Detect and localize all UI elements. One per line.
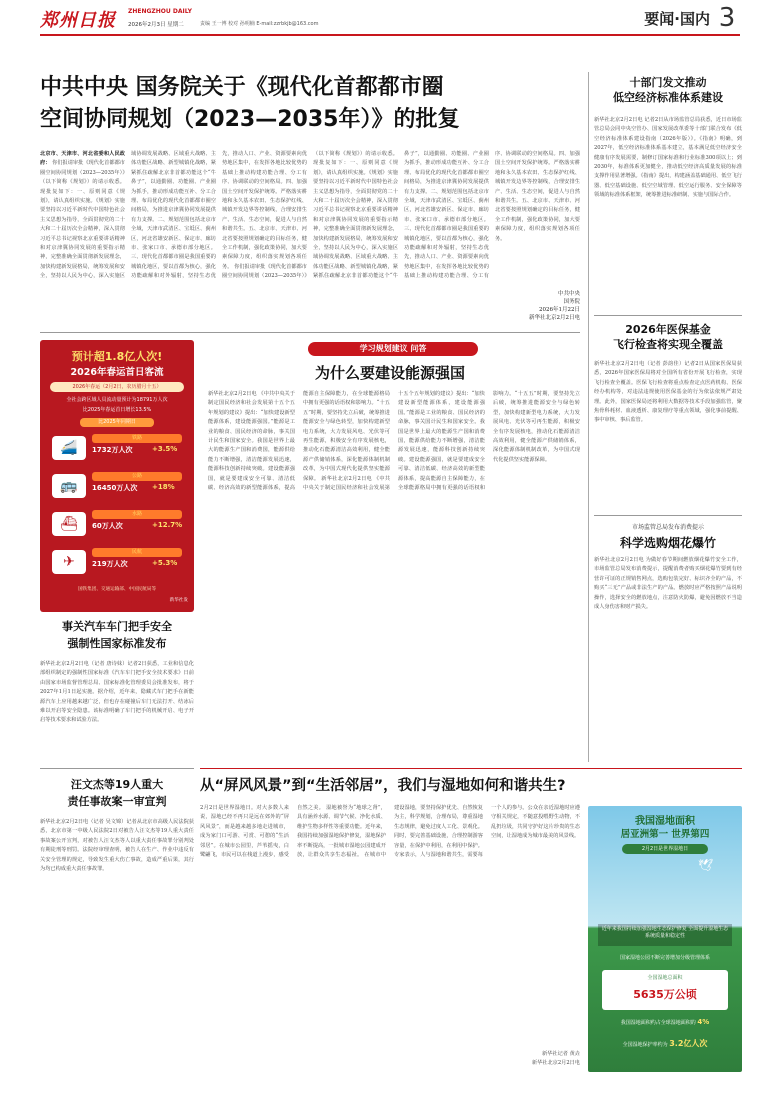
bus-icon: 🚌: [52, 474, 86, 498]
insurance-title: [594, 322, 742, 358]
poster-text2: 国家湿地公园不断完善增加分级管理体系: [619, 955, 710, 961]
poster-title-line2: 居亚洲第一 世界第四: [620, 829, 710, 840]
poster-stat-value: 5635万公顷: [633, 988, 697, 1001]
masthead-page-number: 3: [718, 3, 736, 33]
lead-byline: 北京市、天津市、河北省委和人民政府：: [40, 151, 125, 167]
ad-item-rail-label: 铁路: [92, 434, 182, 443]
right-column-rule: [588, 72, 589, 762]
insurance-body: 新华社北京2月2日电（记者 彭韵佳）记者2日从国家医保局获悉，2026年国家医保局将对全国所有省份开展飞行检查，实现飞行检查全覆盖。医保飞行检查将重点检查定点医药机构、医保经办机构等，对违法违规使用医保基金的行为依法依规严肃处理。此外，国家医保局还将利用大数据等技术手段加强监管，聚焦骨科耗材、血液透析、康复理疗等重点领域，强化事前提醒、事中审核、事后监管。: [594, 361, 742, 424]
qa-body: [208, 390, 580, 755]
masthead-section: 要闻·国内: [644, 10, 710, 28]
ad-item-road-label: 公路: [92, 472, 182, 481]
masthead-logo: 郑州日报: [40, 10, 116, 28]
poster-date-pill: 2月2日是世界湿地日: [622, 844, 708, 854]
poster-footer-text: 我国湿地面积约占全球湿地面积的: [620, 1020, 696, 1026]
wetland-source-1: 新华社记者 黄垚: [542, 1051, 580, 1057]
poster-stat-label: 全国湿地总面积: [647, 975, 683, 981]
car-title: [40, 618, 194, 656]
poster-bottom: [598, 1038, 732, 1056]
standards-title-line2: 低空经济标准体系建设: [613, 91, 723, 104]
wetland-source-2: 新华社北京2月2日电: [531, 1060, 580, 1067]
ad-title-line2: 2026年春运首日客流: [70, 367, 164, 378]
lead-sign-date: 2026年1月22日: [539, 307, 580, 313]
masthead-editor: 责编 王一博 校对 孙明楠 E-mail:zzrbkjb@163.com: [200, 21, 319, 27]
ad-source: 国铁集团、交通运输部、中国民航局等: [77, 587, 157, 592]
ad-lead: 全社会跨区域人员流动量预计为18791万人次: [66, 397, 168, 403]
bird-icon: 🕊: [698, 858, 714, 872]
plane-icon: ✈: [52, 550, 86, 574]
lead-sign-1: 中共中央: [557, 291, 580, 297]
ad-pill-2025: 比2025年同期日: [80, 418, 154, 427]
poster-bottom-text: 全国湿地保护率约为: [622, 1042, 668, 1048]
qa-title: 为什么要建设能源强国: [314, 364, 465, 382]
ad-item-water: [48, 508, 186, 542]
masthead-rule: [40, 34, 740, 36]
standards-title-line1: 十部门发文推动: [629, 76, 707, 89]
lead-signature: [470, 290, 580, 330]
wetland-body-4: 专家表示，人与湿地和谐共生，需要每一个人的参与。公众在亲近湿地时应遵守相关规定，不随意投喂野生动物，不乱扔垃圾，共同守护好这片珍贵的生态空间，让湿地成为城市最美的风景线。: [394, 805, 580, 859]
car-body: 新华社北京2月2日电（记者 唐诗妹）记者2日获悉，工业和信息化部组织制定的强制性国家标准《汽车车门把手安全技术要求》日前由国家市场监督管理总局、国家标准化管理委员会批准发布，将于2027年1月1日起实施。据介绍，近年来，隐藏式车门把手在新能源汽车上应用越来越广泛，但也存在碰撞后车门无法打开、结冰后难以开启等安全隐患。该标准明确了车门把手的机械开启、电子开启等技术要求和试验方法。: [40, 661, 194, 724]
qa-box: [200, 340, 580, 760]
ad-item-road-change: +18%: [152, 483, 175, 491]
ad-growth: 比2025年春运首日增长13.5%: [82, 407, 152, 413]
lead-body-text-cont: 你们报请审批《现代化首都都市圈空间协同规划（2023—2035年）》（以下简称《规划》）的请示收悉。现批复如下：一、原则同意《规划》，请认真组织实施。《规划》实施要坚持以习近平新时代中国特色社会主义思想为指导，全面贯彻党的二十大和二十届历次全会精神，深入贯彻习近平总书记视察北京重要讲话精神和对京津冀协同发展的重要指示精神，完整准确全面贯彻新发展理念，加快构建新发展格局，统筹发展和安全，坚持以人民为中心，深入实施区域协调发展战略、区域重大战略、主体功能区战略、新型城镇化战略，紧紧抓住疏解北京非首都功能这个“牛鼻子”，以通勤圈、功能圈、产业圈为抓手，推动形成功能互补、分工合理、布局优化的现代化首都都市圈空间格局，为推进京津冀协同发展提供有力支撑。二、规划范围包括北京市全域，天津市武清区、宝坻区、蓟州区，河北省雄安新区、保定市、廊坊市、张家口市、承德市部分地区。三、现代化首都都市圈是我国重要的城镇化地区，要以首都为核心，强化功能疏解和对外辐射，坚持生态优先，推动人口、产业、资源要素向优势地区集中，在发挥各地比较优势的基础上推动构建功能合理、分工有序、协调联动的空间格局。四、加强国土空间开发保护统筹。严格落实耕地和永久基本农田、生态保护红线、城镇开发边界等控制线，合理安排生产、生活、生态空间，促进人与自然和谐共生。五、北京市、天津市、河北省要按照规划确定的目标任务，健全工作机制，强化政策协同，加大要素保障力度，组织落实规划各项任务。: [222, 151, 580, 280]
ship-icon: ⛴: [52, 512, 86, 536]
lead-sign-2: 国务院: [563, 299, 580, 305]
ad-item-water-label: 水路: [92, 510, 182, 519]
ad-item-water-change: +12.7%: [152, 521, 183, 529]
wetland-body-1: 2月2日是世界湿地日。对大多数人来说，湿地已经不再只是远在郊外的“屏风风景”，而是越来越多地走进城市，成为家门口可游、可赏、可憩的“生活邻居”。在城市公园里，芦苇摇曳，白鹭翩飞，市民可以在栈道上漫步，感受自然之美。: [200, 805, 325, 859]
poster-bottom-value: 3.2亿人次: [669, 1039, 708, 1048]
ad-item-water-value: 60万人次: [92, 522, 123, 530]
lead-headline-line2: 空间协同规划（2023—2035年）》的批复: [40, 107, 460, 132]
qa-body-text: 新华社北京2月2日电 《中共中央关于制定国民经济和社会发展第十五个五年规划的建议》提出：“加快建设新型能源体系，建设能源强国。”能源是工业的粮食、国民经济的命脉，事关国计民生和国家安全。我国是世界上最大的能源生产国和消费国，能源供给能力不断增强，清洁能源发展迅速，能源科技创新持续突破。建设能源强国，就是要建成安全可靠、清洁低碳、经济高效的新型能源体系，提高能源自主保障能力，在全球能源格局中拥有更强的话语权和影响力。“十五五”时期，要坚持先立后破，统筹推进能源安全与绿色转型，加快构建新型电力系统，大力发展风电、光伏等可再生能源，积极安全有序发展核电，推动化石能源清洁高效利用，健全能源产供储销体系，深化能源体制机制改革，为中国式现代化提供坚实能源保障。: [208, 391, 390, 492]
masthead-logo-en: ZHENGZHOU DAILY: [128, 8, 192, 15]
court-body: 新华社北京2月2日电（记者 吴文锦）记者从北京市高级人民法院获悉，北京市第一中级人民法院2日对被告人汪文杰等19人重大责任事故案公开宣判，对被告人汪文杰等人以重大责任事故罪分别判处有期徒刑等刑罚。法院经审理查明，被告人在生产、作业中违反有关安全管理的规定，导致发生重大伤亡事故，造成严重后果，其行为均已构成重大责任事故罪。: [40, 819, 194, 873]
poster-footer-value: 4%: [697, 1018, 710, 1026]
ad-item-rail-value: 1732万人次: [92, 446, 133, 454]
poster-footer: [598, 1018, 732, 1030]
car-title-line1: 事关汽车车门把手安全: [62, 620, 172, 633]
standards-body: 新华社北京2月2日电 记者2日从市场监管总局获悉，近日市场监管总局会同中央空管办、国家发展改革委等十部门联合发布《低空经济标准体系建设指南（2026年版）》。《指南》明确，到2027年，低空经济标准体系基本建立，基本满足低空经济安全健康有序发展需要，制修订国家标准和行业标准300项以上；到2030年，标准体系更加健全，推动低空经济高质量发展的标准支撑作用显著增强。《指南》提出，构建涵盖基础通用、低空飞行器、低空基础设施、低空空域管理、低空运行服务、安全保障等领域的标准体系框架，统筹推进标准研制、实施与国际合作。: [594, 117, 742, 199]
ad-date-pill: 2026年春运（2月2日，农历腊月十五）: [50, 382, 184, 392]
ad-item-rail: [48, 432, 186, 466]
wetland-body: [200, 804, 580, 1069]
poster-text1: 近年来我国持续加强湿地生态保护修复 全面提升湿地生态系统质量和稳定性: [598, 924, 732, 946]
tobacco-title: 科学选购烟花爆竹: [619, 536, 716, 550]
lead-headline: [40, 72, 580, 144]
court-title-line1: 汪文杰等19人重大: [70, 778, 164, 791]
lead-headline-line1: 中共中央 国务院关于《现代化首都都市圈: [40, 75, 444, 100]
lead-source: 新华社北京2月2日电: [529, 315, 580, 321]
tobacco-body: 新华社北京2月2日电 为做好春节期间燃放烟花爆竹安全工作，市场监管总局发布消费提示，提醒消费者购买烟花爆竹要到有经营许可证的正规销售网点，选购包装完好、标识齐全的产品，不购买“三无”产品或非法生产的产品。燃放时应严格按照产品说明操作，选择安全的燃放地点，注意防火防爆，避免因燃放不当造成人身伤害和财产损失。: [594, 557, 742, 611]
ad-title-line1: 预计超1.8亿人次!: [71, 350, 163, 363]
rail-icon: 🚄: [52, 436, 86, 460]
wetland-source: [480, 1050, 580, 1072]
standards-rule: [594, 315, 742, 316]
qa-body-text-cont: 新华社北京2月2日电 《中共中央关于制定国民经济和社会发展第十五个五年规划的建议》提出：“加快建设新型能源体系，建设能源强国。”能源是工业的粮食、国民经济的命脉，事关国计民生和国家安全。我国是世界上最大的能源生产国和消费国，能源供给能力不断增强，清洁能源发展迅速，能源科技创新持续突破。建设能源强国，就是要建成安全可靠、清洁低碳、经济高效的新型能源体系，提高能源自主保障能力，在全球能源格局中拥有更强的话语权和影响力。“十五五”时期，要坚持先立后破，统筹推进能源安全与绿色转型，加快构建新型电力系统，大力发展风电、光伏等可再生能源，积极安全有序发展核电，推动化石能源清洁高效利用，健全能源产供储销体系，深化能源体制机制改革，为中国式现代化提供坚实能源保障。: [303, 391, 580, 492]
tobacco-kicker: 市场监管总局发布消费提示: [631, 524, 704, 531]
ad-item-air-change: +5.3%: [152, 559, 178, 567]
qa-kicker: 学习规划建议 问答: [308, 342, 478, 356]
poster-title-line1: 我国湿地面积: [635, 816, 695, 826]
poster-stat-box: [602, 970, 728, 1010]
ad-footer: 新华社发: [169, 598, 188, 603]
standards-title: [594, 75, 742, 115]
lead-body: [40, 150, 580, 290]
masthead-date: 2026年2月3日 星期二: [128, 22, 184, 28]
wetland-poster: [588, 806, 742, 1072]
wetland-body-2: 湿地被誉为“地球之肾”，具有涵养水源、调节气候、净化水质、维护生物多样性等重要功能。近年来，我国持续加强湿地保护修复，湿地保护率不断提高，一批城市湿地公园建成开放，让群众共享生态福祉。: [297, 805, 386, 859]
lead-body-text: 你们报请审批《现代化首都都市圈空间协同规划（2023—2035年）》（以下简称《规划》）的请示收悉。现批复如下：一、原则同意《规划》，请认真组织实施。《规划》实施要坚持以习近平新时代中国特色社会主义思想为指导，全面贯彻党的二十大和二十届历次全会精神，深入贯彻习近平总书记视察北京重要讲话精神和对京津冀协同发展的重要指示精神，完整准确全面贯彻新发展理念，加快构建新发展格局，统筹发展和安全，坚持以人民为中心，深入实施区域协调发展战略、区域重大战略、主体功能区战略、新型城镇化战略，紧紧抓住疏解北京非首都功能这个“牛鼻子”，以通勤圈、功能圈、产业圈为抓手，推动形成功能互补、分工合理、布局优化的现代化首都都市圈空间格局，为推进京津冀协同发展提供有力支撑。二、规划范围包括北京市全域，天津市武清区、宝坻区、蓟州区，河北省雄安新区、保定市、廊坊市、张家口市、承德市部分地区。三、现代化首都都市圈是我国重要的城镇化地区，要以首都为核心，强化功能疏解和对外辐射，坚持生态优先，推动人口、产业、资源要素向优势地区集中，在发挥各地比较优势的基础上推动构建功能合理、分工有序、协调联动的空间格局。四、加强国土空间开发保护统筹。严格落实耕地和永久基本农田、生态保护红线、城镇开发边界等控制线，合理安排生产、生活、生态空间，促进人与自然和谐共生。五、北京市、天津市、河北省要按照规划确定的目标任务，健全工作机制，强化政策协同，加大要素保障力度，组织落实规划各项任务。: [40, 151, 307, 280]
insurance-title-line1: 2026年医保基金: [625, 323, 711, 336]
insurance-title-line2: 飞行检查将实现全覆盖: [613, 338, 723, 351]
spring-travel-infographic: [40, 340, 194, 612]
court-title-line2: 责任事故案一审宣判: [67, 795, 167, 808]
court-title: [40, 776, 194, 814]
wetland-headline: 从“屏风风景”到“生活邻居”，我们与湿地如何和谐共生?: [200, 778, 566, 794]
ad-item-rail-change: +3.5%: [152, 445, 178, 453]
ad-item-road: [48, 470, 186, 504]
car-title-line2: 强制性国家标准发布: [67, 637, 167, 650]
lead-bottom-rule: [40, 332, 580, 333]
insurance-rule: [594, 515, 742, 516]
ad-item-air-value: 219万人次: [92, 560, 128, 568]
wetland-top-rule: [200, 768, 742, 769]
ad-item-air-label: 民航: [92, 548, 182, 557]
ad-item-air: [48, 546, 186, 580]
ad-item-road-value: 16450万人次: [92, 484, 138, 492]
car-rule: [40, 768, 194, 769]
wetland-body-3: 在城市中建设湿地，要坚持保护优先、自然恢复为主，科学规划，合理布局，尊重湿地生态规律，避免过度人工化、景观化。同时，要完善基础设施，合理控制游客容量，在保护中利用，在利用中保护。: [364, 805, 483, 859]
